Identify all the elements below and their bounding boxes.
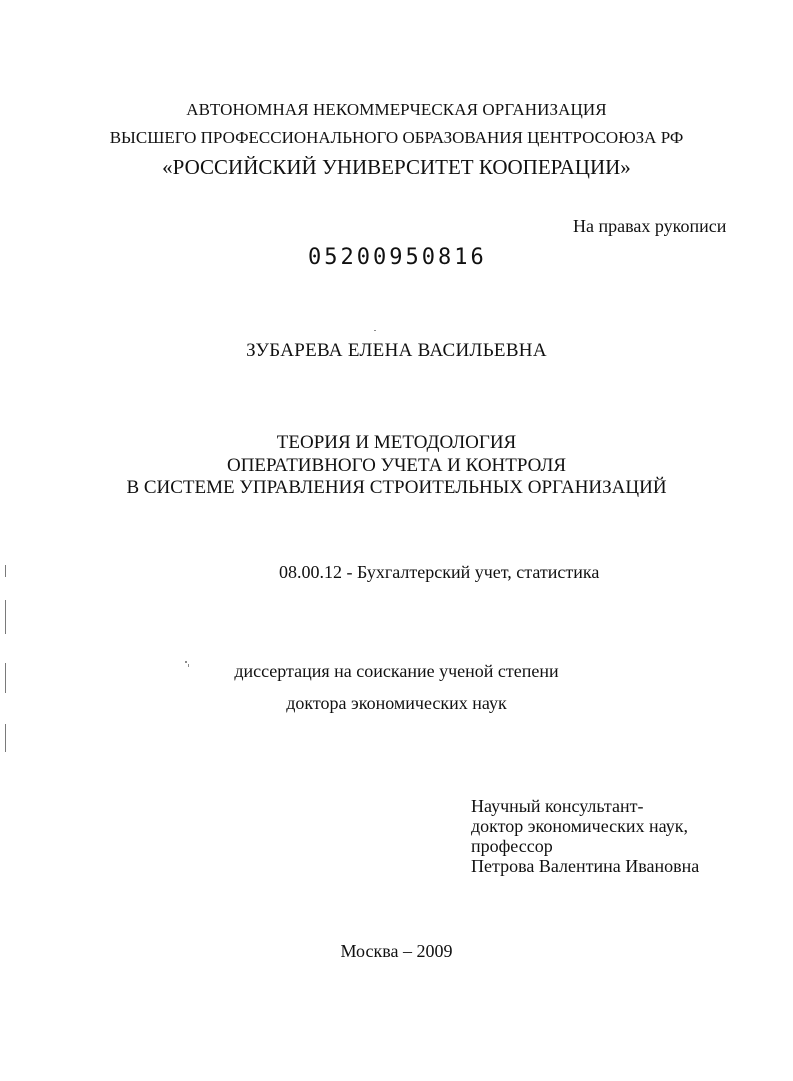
scan-artifact bbox=[5, 565, 6, 577]
scan-speck bbox=[188, 664, 189, 667]
city-year: Москва – 2009 bbox=[340, 941, 453, 961]
advisor-role: Научный консультант- bbox=[471, 796, 644, 816]
scan-artifact bbox=[5, 600, 6, 634]
degree-line-1: диссертация на соискание ученой степени bbox=[234, 661, 559, 681]
advisor-title: профессор bbox=[471, 836, 553, 856]
organization-line-1: АВТОНОМНАЯ НЕКОММЕРЧЕСКАЯ ОРГАНИЗАЦИЯ bbox=[186, 100, 607, 119]
scan-artifact bbox=[5, 724, 6, 752]
rights-note: На правах рукописи bbox=[573, 216, 727, 236]
scan-speck bbox=[374, 330, 376, 331]
advisor-degree: доктор экономических наук, bbox=[471, 816, 688, 836]
scan-artifact bbox=[5, 663, 6, 693]
author-name: ЗУБАРЕВА ЕЛЕНА ВАСИЛЬЕВНА bbox=[246, 340, 547, 361]
dissertation-title-line-3: В СИСТЕМЕ УПРАВЛЕНИЯ СТРОИТЕЛЬНЫХ ОРГАНИЗАЦИЙ bbox=[126, 477, 667, 498]
dissertation-title-line-1: ТЕОРИЯ И МЕТОДОЛОГИЯ bbox=[276, 432, 517, 453]
organization-line-2: ВЫСШЕГО ПРОФЕССИОНАЛЬНОГО ОБРАЗОВАНИЯ ЦЕНТРОСОЮЗА РФ bbox=[109, 128, 684, 147]
dissertation-title-line-2: ОПЕРАТИВНОГО УЧЕТА И КОНТРОЛЯ bbox=[226, 455, 567, 476]
advisor-name: Петрова Валентина Ивановна bbox=[471, 856, 700, 876]
catalog-code: 05200950816 bbox=[308, 245, 487, 270]
scan-speck bbox=[185, 661, 187, 663]
specialty-code: 08.00.12 - Бухгалтерский учет, статистика bbox=[279, 562, 600, 582]
university-name: «РОССИЙСКИЙ УНИВЕРСИТЕТ КООПЕРАЦИИ» bbox=[162, 155, 631, 179]
degree-line-2: доктора экономических наук bbox=[286, 693, 507, 713]
